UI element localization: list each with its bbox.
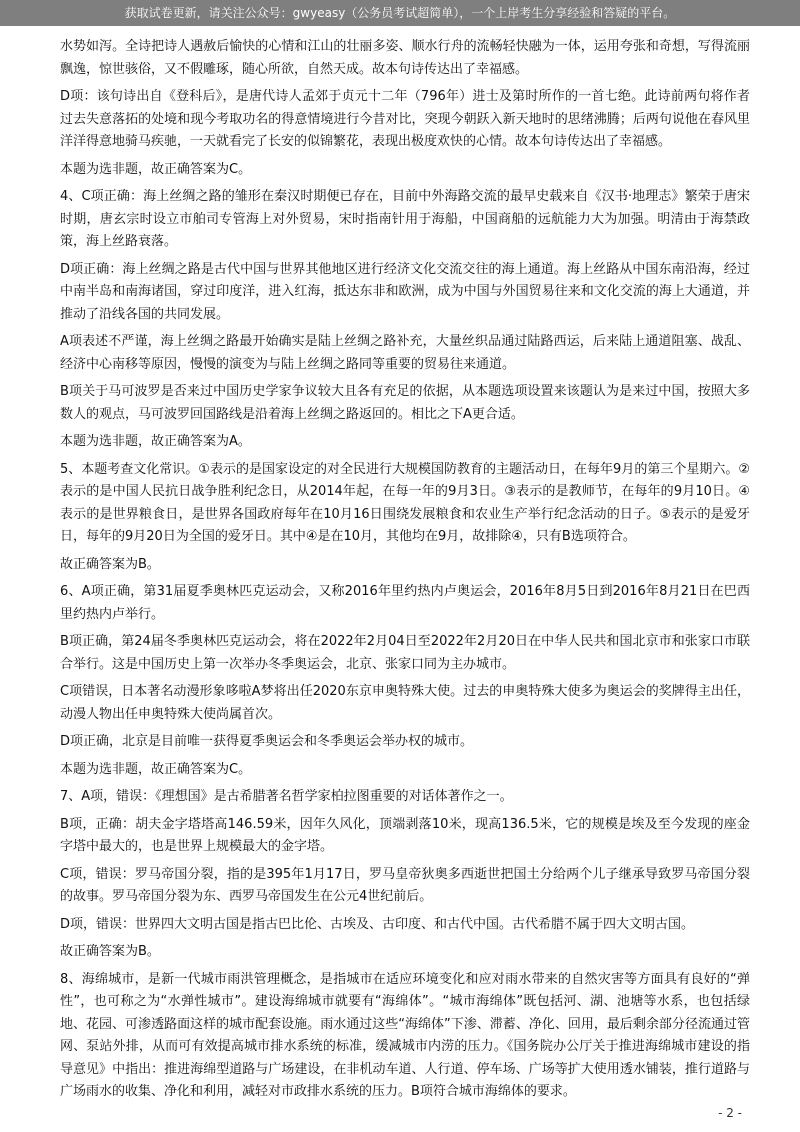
paragraph: D项，错误：世界四大文明古国是指古巴比伦、古埃及、古印度、和古代中国。古代希腊不属于四大文明古国。 bbox=[60, 916, 695, 932]
paragraph: 7、A项，错误：《理想国》是古希腊著名哲学家柏拉图重要的对话体著作之一。 bbox=[60, 789, 513, 804]
paragraph: B项，正确：胡夫金字塔塔高146.59米，因年久风化，顶端剥落10米，现高136.5米，它的规模是埃及至今发现的座金字塔中最大的，也是世界上规模最大的金字塔。 bbox=[60, 816, 750, 854]
promo-banner: 获取试卷更新，请关注公众号：gwyeasy（公务员考试超简单），一个上岸考生分享经验和答疑的平台。 bbox=[0, 0, 800, 26]
paragraph: 本题为选非题，故正确答案为A。 bbox=[60, 434, 251, 449]
paragraph: 本题为选非题，故正确答案为C。 bbox=[60, 161, 252, 177]
document-body bbox=[60, 36, 750, 1109]
paragraph: B项关于马可波罗是否来过中国历史学家争议较大且各有充足的依据，从本题选项设置来该题认为是来过中国，按照大多数人的观点，马可波罗回国路线是沿着海上丝绸之路返回的。相比之下A更合适。 bbox=[60, 384, 750, 422]
paragraph: 本题为选非题，故正确答案为C。 bbox=[60, 761, 252, 777]
paragraph: D项正确：海上丝绸之路是古代中国与世界其他地区进行经济文化交流交往的海上通道。海上丝路从中国东南沿海，经过中南半岛和南海诸国，穿过印度洋，进入红海，抵达东非和欧洲，成为中国与外国贸易往来和文化交流的海上大通道，并推动了沿线各国的共同发展。 bbox=[60, 261, 750, 322]
paragraph: D项：该句诗出自《登科后》，是唐代诗人孟郊于贞元十二年（796年）进士及第时所作的一首七绝。此诗前两句将作者过去失意落拓的处境和现今考取功名的得意情境进行今昔对比，突现今朝跃入新天地时的思绪沸腾；后两句说他在春风里洋洋得意地骑马疾驰，一天就看完了长安的似锦繁花，表现出极度欢快的心情。故本句诗传达出了幸福感。 bbox=[60, 89, 750, 149]
page-number: - 2 - bbox=[718, 1106, 742, 1120]
paragraph: 故正确答案为B。 bbox=[60, 556, 160, 572]
paragraph: 5、本题考查文化常识。①表示的是国家设定的对全民进行大规模国防教育的主题活动日，在每年9月的第三个星期六。②表示的是中国人民抗日战争胜利纪念日，从2014年起，在每一年的9月3日。③表示的是教师节，在每年的9月10日。④表示的是世界粮食日，是世界各国政府每年在10月16日围绕发展粮食和农业生产举行纪念活动的日子。⑤表示的是爱牙日，每年的9月20日为全国的爱牙日。其中④是在10月，其他均在9月，故排除④，只有B选项符合。 bbox=[60, 461, 750, 544]
paragraph: 6、A项正确，第31届夏季奥林匹克运动会，又称2016年里约热内卢奥运会，2016年8月5日到2016年8月21日在巴西里约热内卢举行。 bbox=[60, 584, 750, 622]
paragraph: 故正确答案为B。 bbox=[60, 944, 160, 959]
paragraph: A项表述不严谨，海上丝绸之路最开始确实是陆上丝绸之路补充，大量丝织品通过陆路西运，后来陆上通道阻塞、战乱、经济中心南移等原因，慢慢的演变为与陆上丝绸之路同等重要的贸易往来通道。 bbox=[60, 334, 750, 372]
paragraph: B项正确，第24届冬季奥林匹克运动会，将在2022年2月04日至2022年2月20日在中华人民共和国北京市和张家口市联合举行。这是中国历史上第一次举办冬季奥运会，北京、张家口同为主办城市。 bbox=[60, 634, 750, 672]
paragraph: 8、海绵城市，是新一代城市雨洪管理概念，是指城市在适应环境变化和应对雨水带来的自然灾害等方面具有良好的“弹性”，也可称之为“水弹性城市”。建设海绵城市就要有“海绵体”。“城市海绵体”既包括河、湖、池塘等水系，也包括绿地、花园、可渗透路面这样的城市配套设施。雨水通过这些“海绵体”下渗、滞蓄、净化、回用，最后剩余部分径流通过管网、泵站外排，从而可有效提高城市排水系统的标准，缓减城市内涝的压力。《国务院办公厅关于推进海绵城市建设的指导意见》中指出：推进海绵型道路与广场建设，在非机动车道、人行道、停车场、广场等扩大使用透水铺装，推行道路与广场雨水的收集、净化和利用，减轻对市政排水系统的压力。B项符合城市海绵体的要求。 bbox=[60, 971, 750, 1099]
paragraph: C项错误，日本著名动漫形象哆啦A梦将出任2020东京申奥特殊大使。过去的申奥特殊大使多为奥运会的奖牌得主出任，动漫人物出任申奥特殊大使尚属首次。 bbox=[60, 684, 750, 722]
paragraph: 水势如泻。全诗把诗人遇赦后愉快的心情和江山的壮丽多姿、顺水行舟的流畅轻快融为一体，运用夸张和奇想，写得流丽飘逸，惊世骇俗，又不假雕琢，随心所欲，自然天成。故本句诗传达出了幸福感。 bbox=[60, 39, 750, 77]
paragraph: 4、C项正确：海上丝绸之路的雏形在秦汉时期便已存在，目前中外海路交流的最早史载来自《汉书·地理志》繁荣于唐宋时期，唐玄宗时设立市舶司专管海上对外贸易，宋时指南针用于海船，中国商船的远航能力大为加强。明清由于海禁政策，海上丝路衰落。 bbox=[60, 189, 750, 249]
paragraph: C项，错误：罗马帝国分裂，指的是395年1月17日，罗马皇帝狄奥多西逝世把国土分给两个儿子继承导致罗马帝国分裂的故事。罗马帝国分裂为东、西罗马帝国发生在公元4世纪前后。 bbox=[60, 866, 750, 904]
paragraph: D项正确，北京是目前唯一获得夏季奥运会和冬季奥运会举办权的城市。 bbox=[60, 734, 474, 749]
